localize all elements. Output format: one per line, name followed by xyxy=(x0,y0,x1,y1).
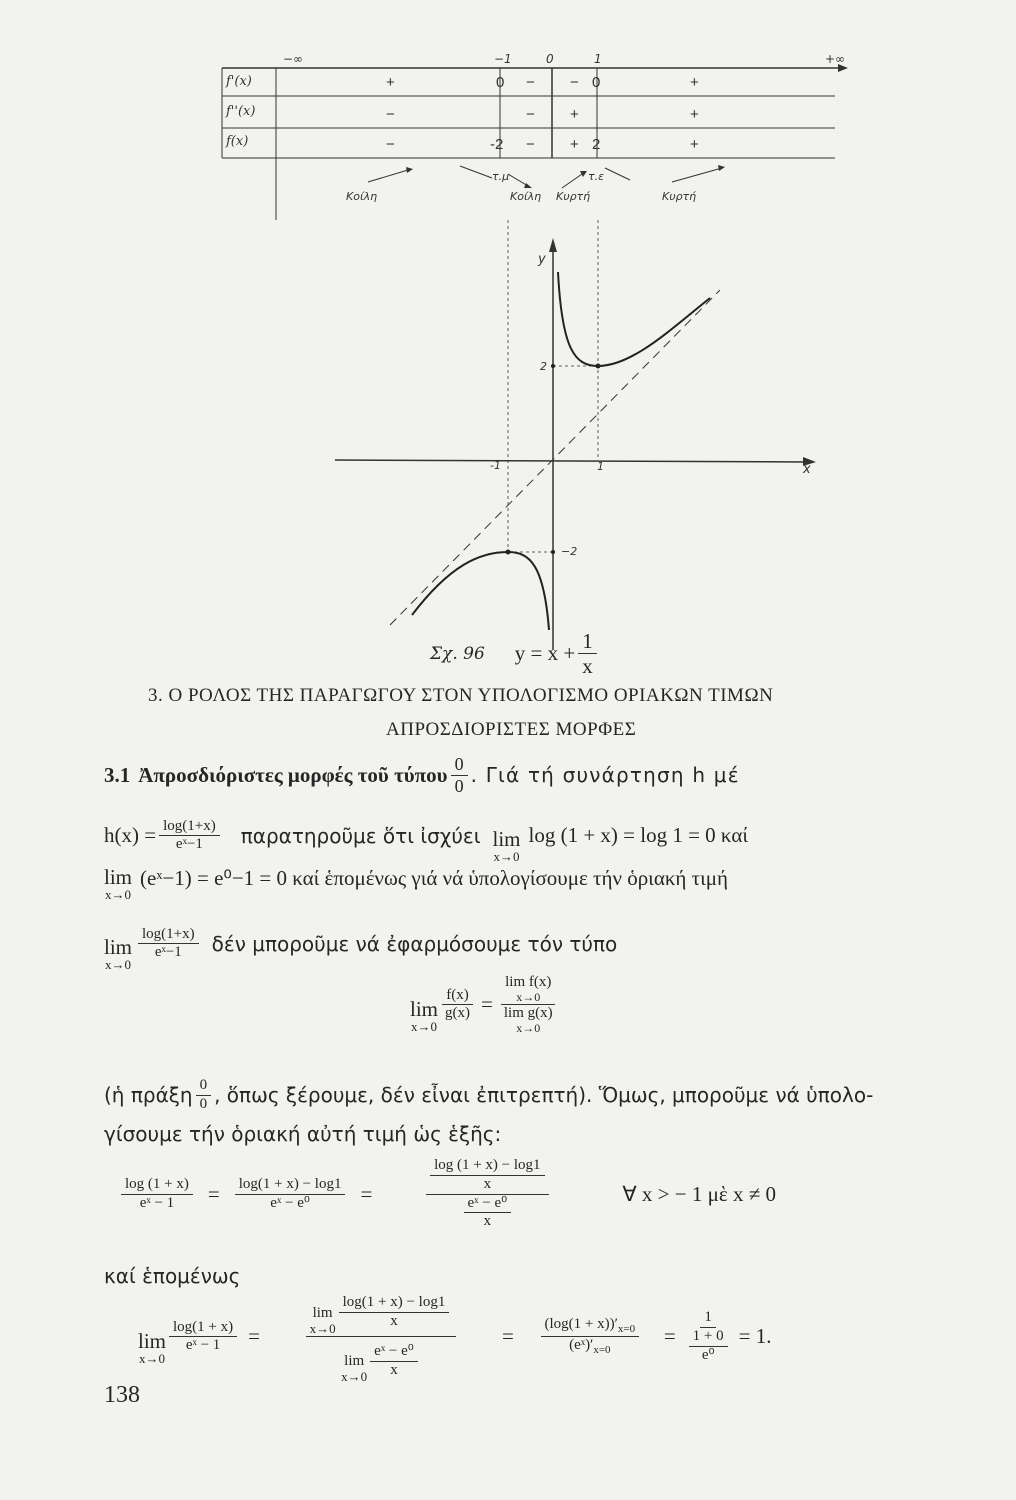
eq1-c-den-den: x xyxy=(483,1213,492,1230)
eq1-frac-b xyxy=(235,1177,346,1212)
formula-rden-sub: x→0 xyxy=(516,1021,541,1036)
cannot-apply-text: δέν μποροῦμε νά ἐφαρμόσουμε τόν τύπο xyxy=(211,931,618,956)
eq2-a-den: eˣ − 1 xyxy=(185,1337,221,1354)
eq2-d-lim-block xyxy=(341,1354,367,1383)
eq2-c-den-sub: x=0 xyxy=(593,1344,611,1357)
lim-frac-3-num: log(1+x) xyxy=(138,927,199,945)
eq1-b-den: eˣ − e⁰ xyxy=(270,1194,310,1211)
equation-2 xyxy=(138,1290,771,1384)
eq2-equals-1: = xyxy=(248,1324,260,1349)
formula-rnum-text: lim f(x) xyxy=(505,974,552,990)
caption-eq-frac xyxy=(578,630,597,677)
tick-y-2 xyxy=(551,364,555,368)
eq2-equals-2: = xyxy=(501,1324,514,1349)
formula-right-frac xyxy=(500,975,557,1035)
section-title: Ἀπροσδιόριστες μορφές τοῦ τύπου xyxy=(138,762,448,787)
y-axis-arrow xyxy=(549,238,557,252)
eq1-frac-c xyxy=(387,1158,587,1230)
eq1-frac-a xyxy=(121,1177,193,1212)
eq1-equals-2: = xyxy=(360,1181,373,1206)
eq2-frac-b xyxy=(271,1290,491,1384)
eq1-c-den xyxy=(460,1195,516,1231)
eq2-d-frac-den xyxy=(685,1328,732,1364)
formula-equals: = xyxy=(481,992,493,1017)
eq1-c-num xyxy=(426,1158,549,1195)
cell-fpp-3: + xyxy=(570,106,579,123)
formula-rnum-sub: x→0 xyxy=(516,989,541,1004)
eq2-d-inner-den: e⁰ xyxy=(701,1346,715,1363)
eq2-lim-block xyxy=(138,1330,166,1366)
eq1-b-num: log(1 + x) − log1 xyxy=(235,1177,346,1195)
eq2-lim-word: lim xyxy=(138,1329,167,1354)
header-minus-one: −1 xyxy=(494,52,512,66)
eq2-n-num: log(1 + x) − log1 xyxy=(339,1295,450,1313)
row-label-f-prime: f'(x) xyxy=(226,74,252,89)
eq2-d-lim-word: lim xyxy=(344,1353,365,1370)
formula-lim-sub: x→0 xyxy=(411,1019,437,1035)
cell-f-6: + xyxy=(690,136,699,153)
operation-text-b: , ὅπως ξέρουμε, δέν εἶναι ἐπιτρεπτή). Ὅμως, μποροῦμε νά ὑπολο- xyxy=(214,1083,874,1108)
eq2-c-num-text: (log(1 + x))′ xyxy=(544,1315,618,1332)
lim-frac-3 xyxy=(138,927,199,962)
chapter-heading-line2: ΑΠΡΟΣΔΙΟΡΙΣΤΕΣ ΜΟΡΦΕΣ xyxy=(386,719,637,740)
operation-frac xyxy=(196,1078,212,1113)
cell-fp-6: + xyxy=(690,74,699,91)
page-number: 138 xyxy=(104,1382,140,1408)
text-line-2 xyxy=(104,808,748,864)
local-max-point xyxy=(506,550,511,555)
eq2-n-den: x xyxy=(390,1313,398,1330)
eq2-frac-c xyxy=(525,1317,655,1357)
eq2-c-num-sub: x=0 xyxy=(617,1322,636,1335)
eq2-equals-3: = xyxy=(663,1324,676,1349)
cell-fp-1: + xyxy=(386,74,395,91)
section-title-line xyxy=(104,755,740,796)
cell-fpp-1: − xyxy=(386,106,395,123)
eq2-d-inner-frac xyxy=(689,1329,728,1364)
text-line-4 xyxy=(104,916,617,972)
operation-frac-den: 0 xyxy=(199,1095,208,1112)
section-number: 3.1 xyxy=(104,762,131,787)
curve-branch-positive xyxy=(558,272,710,366)
hx-frac xyxy=(159,819,220,854)
text-line-7: καί ἑπομένως xyxy=(104,1264,241,1288)
formula-right-num xyxy=(501,975,555,1005)
graph-svg xyxy=(300,220,830,660)
cell-fp-4: − xyxy=(570,74,579,91)
concavity-label-2: Κοίλη xyxy=(510,190,542,203)
cell-f-4: + xyxy=(570,136,579,153)
eq2-d-lim-sub: x→0 xyxy=(341,1369,368,1385)
cell-fpp-2: − xyxy=(526,106,535,123)
eq1-c-den-num: eˣ − e⁰ xyxy=(464,1196,512,1214)
tick-label-2: 2 xyxy=(540,360,547,373)
eq1-c-num-den: x xyxy=(483,1175,492,1192)
formula-right-den xyxy=(500,1005,557,1034)
eq1-condition: ∀ x > − 1 μὲ x ≠ 0 xyxy=(622,1181,776,1206)
eq2-n-lim-block xyxy=(310,1306,336,1335)
eq2-d-frac xyxy=(370,1344,418,1379)
cell-fp-5: 0 xyxy=(592,74,601,91)
eq1-a-den: eˣ − 1 xyxy=(139,1194,175,1211)
y-axis-label: y xyxy=(538,252,546,267)
eq1-equals-1: = xyxy=(207,1181,220,1206)
observe-text: παρατηροῦμε ὅτι ἰσχύει xyxy=(240,823,481,848)
eq2-d-den: x xyxy=(390,1361,398,1378)
lim-word-2: lim xyxy=(104,865,133,889)
header-zero: 0 xyxy=(546,52,554,66)
eq2-d-inner-num: 1 + 0 xyxy=(689,1329,728,1347)
eq2-c-den-text: (eˣ)′ xyxy=(569,1337,594,1354)
formula-lim-word: lim xyxy=(410,997,439,1021)
tick-label-minus-2: −2 xyxy=(561,545,578,558)
row-label-f: f(x) xyxy=(226,134,249,149)
tick-y-minus-2 xyxy=(551,550,555,554)
eq1-c-num-frac xyxy=(430,1158,545,1193)
formula-lim-block xyxy=(410,998,438,1034)
section-frac-num: 0 xyxy=(451,755,468,776)
operation-text-a: (ἡ πράξη xyxy=(104,1083,193,1108)
eq2-result: = 1. xyxy=(738,1324,772,1349)
cell-f-1: − xyxy=(386,136,395,153)
oblique-asymptote xyxy=(390,290,720,625)
x-axis xyxy=(335,460,810,462)
eq2-lim-sub: x→0 xyxy=(139,1351,165,1367)
lim-frac-3-den: eˣ−1 xyxy=(154,944,182,961)
lim-word-3: lim xyxy=(104,935,133,959)
formula-rden-text: lim g(x) xyxy=(503,1005,553,1022)
eq1-c-den-frac xyxy=(464,1196,512,1231)
eq2-n-lim-sub: x→0 xyxy=(309,1320,336,1336)
caption-eq-den: x xyxy=(582,654,593,679)
section-title-frac xyxy=(451,755,468,796)
section-frac-den: 0 xyxy=(454,775,464,796)
header-plus-infinity: +∞ xyxy=(825,52,846,66)
eq2-frac-a xyxy=(169,1320,237,1355)
eq2-c-num xyxy=(541,1317,640,1338)
eq2-b-num xyxy=(306,1290,457,1337)
lim-block-1 xyxy=(492,828,520,864)
inflection-label-tm: τ.μ xyxy=(492,170,510,183)
text-line-6: γίσουμε τήν ὁριακή αὐτή τιμή ὡς ἑξῆς: xyxy=(104,1122,502,1146)
log-limit-text: log (1 + x) = log 1 = 0 καί xyxy=(528,823,748,848)
cell-fpp-4: + xyxy=(690,106,699,123)
cell-f-3: − xyxy=(526,136,535,153)
cell-f-5: 2 xyxy=(592,136,601,153)
figure-number: Σχ. 96 xyxy=(430,643,485,664)
curve-branch-negative xyxy=(412,552,549,630)
eq1-c-num-num: log (1 + x) − log1 xyxy=(430,1158,545,1176)
quotient-rule-formula xyxy=(410,975,560,1035)
lim-word-1: lim xyxy=(492,827,521,851)
eq2-n-frac xyxy=(339,1295,450,1330)
eq2-d-num: eˣ − e⁰ xyxy=(370,1344,418,1362)
cell-f-2: -2 xyxy=(490,136,504,153)
formula-den: g(x) xyxy=(445,1005,471,1022)
eq2-c-den xyxy=(565,1337,614,1357)
header-one: 1 xyxy=(594,52,602,66)
row-label-f-double-prime: f''(x) xyxy=(226,104,256,119)
concavity-label-1: Κοίλη xyxy=(346,190,378,203)
eq2-b-den xyxy=(337,1337,425,1383)
header-minus-infinity: −∞ xyxy=(283,52,304,66)
exp-limit-text: (eˣ−1) = e⁰−1 = 0 καί ἑπομένως γιά νά ὑπολογίσουμε τήν ὁριακή τιμή xyxy=(140,866,728,890)
text-line-3 xyxy=(104,866,728,902)
formula-num: f(x) xyxy=(442,988,473,1006)
caption-eq-num: 1 xyxy=(578,630,597,654)
eq2-frac-d xyxy=(685,1310,732,1363)
section-intro: . Γιά τή συνάρτηση h μέ xyxy=(470,763,740,788)
chapter-heading-line1: 3. Ο ΡΟΛΟΣ ΤΗΣ ΠΑΡΑΓΩΓΟΥ ΣΤΟΝ ΥΠΟΛΟΓΙΣΜΟ ΟΡΙΑΚΩΝ ΤΙΜΩΝ xyxy=(148,685,774,706)
hx-den: eˣ−1 xyxy=(175,836,203,853)
figure-caption xyxy=(430,630,600,677)
cell-fp-2: 0 xyxy=(496,74,505,91)
lim-block-2 xyxy=(104,866,132,902)
inflection-label-te: τ.ε xyxy=(588,170,605,183)
x-axis-label: x xyxy=(803,462,811,477)
lim-sub-2: x→0 xyxy=(105,887,131,903)
formula-left-frac xyxy=(441,988,474,1023)
lim-sub-1: x→0 xyxy=(493,849,520,865)
lim-block-3 xyxy=(104,936,132,972)
lim-sub-3: x→0 xyxy=(105,957,131,973)
text-line-5 xyxy=(104,1078,873,1113)
concavity-label-3: Κυρτή xyxy=(556,190,591,203)
cell-fp-3: − xyxy=(526,74,535,91)
eq1-a-num: log (1 + x) xyxy=(121,1177,193,1195)
concavity-label-4: Κυρτή xyxy=(662,190,697,203)
eq2-d-frac-num: 1 xyxy=(700,1310,716,1328)
local-min-point xyxy=(596,364,601,369)
operation-frac-num: 0 xyxy=(196,1078,212,1096)
equation-1 xyxy=(118,1158,776,1230)
hx-num: log(1+x) xyxy=(159,819,220,837)
eq2-a-num: log(1 + x) xyxy=(169,1320,237,1338)
tick-label-minus-1: -1 xyxy=(490,459,501,472)
caption-eq-lhs: y = x + xyxy=(514,641,576,666)
tick-label-1: 1 xyxy=(597,460,604,473)
eq2-n-lim-word: lim xyxy=(312,1305,333,1321)
hx-lhs: h(x) = xyxy=(104,823,157,848)
